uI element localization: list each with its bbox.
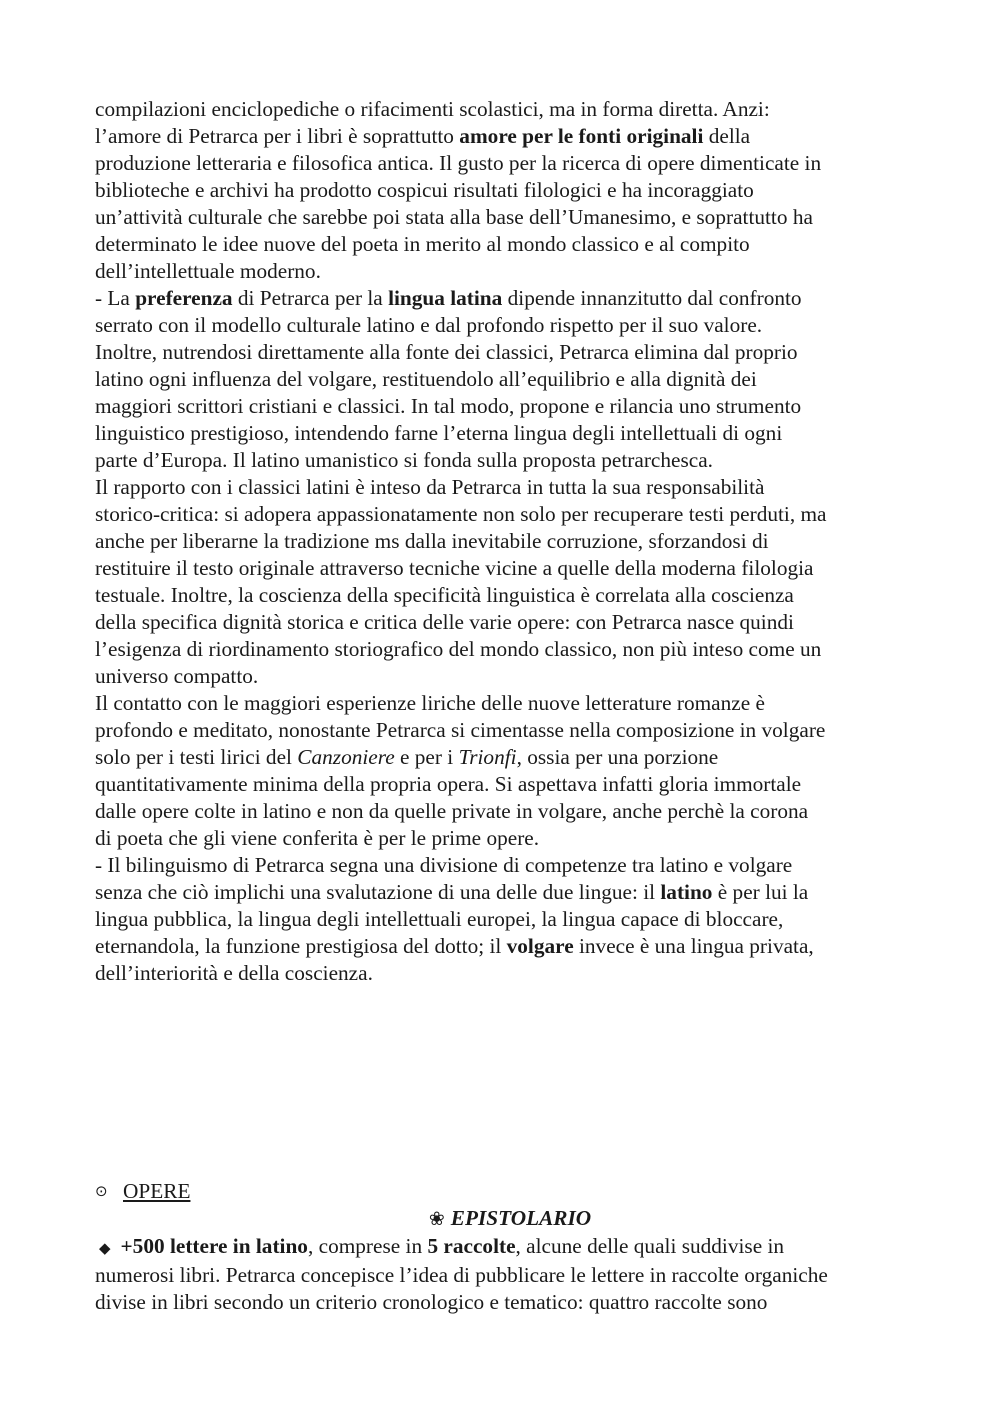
text-line [95,123,925,150]
opere-heading-row [95,1178,925,1205]
text-run: compilazioni enciclopediche o rifacimenti scolastici, ma in forma diretta. Anzi: [95,97,770,121]
text-line [95,366,925,393]
bold-text: preferenza [135,286,233,310]
text-run: è per lui la [712,880,809,904]
bold-text: volgare [506,934,574,958]
text-line [95,663,925,690]
text-line [95,474,925,501]
text-line [95,555,925,582]
text-run: restituire il testo originale attraverso tecniche vicine a quelle della moderna filologia [95,556,814,580]
text-run: l’amore di Petrarca per i libri è soprattutto [95,124,460,148]
text-run: Il rapporto con i classici latini è inteso da Petrarca in tutta la sua responsabilità [95,475,765,499]
text-line [95,690,925,717]
bold-text: latino [660,880,713,904]
text-line [95,960,925,987]
text-run: solo per i testi lirici del [95,745,298,769]
text-line [95,852,925,879]
text-line [95,501,925,528]
text-run: dalle opere colte in latino e non da quelle private in volgare, anche perchè la corona [95,799,809,823]
text-run: - Il bilinguismo di Petrarca segna una divisione di competenze tra latino e volgare [95,853,793,877]
text-run: eternandola, la funzione prestigiosa del dotto; il [95,934,507,958]
text-line [95,879,925,906]
text-run: biblioteche e archivi ha prodotto cospicui risultati filologici e ha incoraggiato [95,178,754,202]
text-line [95,717,925,744]
epistolario-heading: EPISTOLARIO [450,1206,592,1230]
text-run: dipende innanzitutto dal confronto [502,286,802,310]
text-run: linguistico prestigioso, intendendo farne l’eterna lingua degli intellettuali di ogni [95,421,783,445]
text-line [95,771,925,798]
text-run: , alcune delle quali suddivise in [515,1234,785,1258]
text-run: testuale. Inoltre, la coscienza della specificità linguistica è correlata alla coscienza [95,583,794,607]
text-run: Inoltre, nutrendosi direttamente alla fonte dei classici, Petrarca elimina dal proprio [95,340,798,364]
text-line [95,312,925,339]
epistolario-heading-row [95,1205,925,1233]
text-line [95,582,925,609]
opere-section [95,1178,925,1316]
text-line [95,420,925,447]
text-line [95,150,925,177]
bold-text: +500 lettere in latino [120,1234,308,1258]
text-run: Il contatto con le maggiori esperienze liriche delle nuove letterature romanze è [95,691,765,715]
text-line [95,204,925,231]
bold-text: lingua latina [388,286,503,310]
text-run: universo compatto. [95,664,259,688]
text-line [95,636,925,663]
text-line [95,825,925,852]
text-run: , comprese in [307,1234,428,1258]
text-run: dell’interiorità e della coscienza. [95,961,373,985]
text-line [95,906,925,933]
diamond-icon: ◆ [99,1239,111,1257]
text-run: numerosi libri. Petrarca concepisce l’idea di pubblicare le lettere in raccolte organiche [95,1263,828,1287]
text-line [95,528,925,555]
text-run: di poeta che gli viene conferita è per le prime opere. [95,826,540,850]
text-run: anche per liberarne la tradizione ms dalla inevitabile corruzione, sforzandosi di [95,529,769,553]
text-run: profondo e meditato, nonostante Petrarca si cimentasse nella composizione in volgare [95,718,826,742]
text-line [95,177,925,204]
bold-text: 5 raccolte [427,1234,516,1258]
text-line [95,798,925,825]
text-run: lingua pubblica, la lingua degli intellettuali europei, la lingua capace di bloccare, [95,907,784,931]
text-line [95,447,925,474]
text-line [95,1262,925,1289]
text-line [95,744,925,771]
text-run: della specifica dignità storica e critica delle varie opere: con Petrarca nasce quindi [95,610,794,634]
text-run: determinato le idee nuove del poeta in merito al mondo classico e al compito [95,232,750,256]
bold-text: amore per le fonti originali [459,124,704,148]
text-run: produzione letteraria e filosofica antica. Il gusto per la ricerca di opere dimenticate in [95,151,822,175]
text-run: di Petrarca per la [232,286,389,310]
text-run: storico-critica: si adopera appassionatamente non solo per recuperare testi perduti, ma [95,502,827,526]
text-run: e per i [394,745,459,769]
text-run: un’attività culturale che sarebbe poi stata alla base dell’Umanesimo, e soprattutto ha [95,205,813,229]
italic-text: Trionfi [458,745,517,769]
text-run: invece è una lingua privata, [573,934,814,958]
text-run: divise in libri secondo un criterio cronologico e tematico: quattro raccolte sono [95,1290,768,1314]
text-run: della [703,124,751,148]
text-run: maggiori scrittori cristiani e classici. In tal modo, propone e rilancia uno strumento [95,394,802,418]
text-run: latino ogni influenza del volgare, restituendolo all’equilibrio e alla dignità dei [95,367,757,391]
circled-dot-icon: ⊙ [95,1182,108,1200]
text-line [95,1233,925,1262]
text-run: dell’intellettuale moderno. [95,259,321,283]
text-line [95,393,925,420]
text-run: - La [95,286,136,310]
text-run: , ossia per una porzione [516,745,719,769]
flower-icon: ❀ [428,1208,445,1230]
epistolario-item [95,1233,925,1316]
opere-heading: OPERE [123,1179,191,1203]
text-line [95,96,925,123]
italic-text: Canzoniere [297,745,395,769]
text-line [95,609,925,636]
text-run: senza che ciò implichi una svalutazione di una delle due lingue: il [95,880,661,904]
body-text [95,96,925,987]
text-run: serrato con il modello culturale latino e dal profondo rispetto per il suo valore. [95,313,763,337]
text-run: quantitativamente minima della propria opera. Si aspettava infatti gloria immortale [95,772,802,796]
text-run: l’esigenza di riordinamento storiografico del mondo classico, non più inteso come un [95,637,822,661]
text-run: parte d’Europa. Il latino umanistico si fonda sulla proposta petrarchesca. [95,448,713,472]
text-line [95,339,925,366]
text-line [95,285,925,312]
text-line [95,231,925,258]
text-line [95,1289,925,1316]
text-line [95,933,925,960]
text-line [95,258,925,285]
